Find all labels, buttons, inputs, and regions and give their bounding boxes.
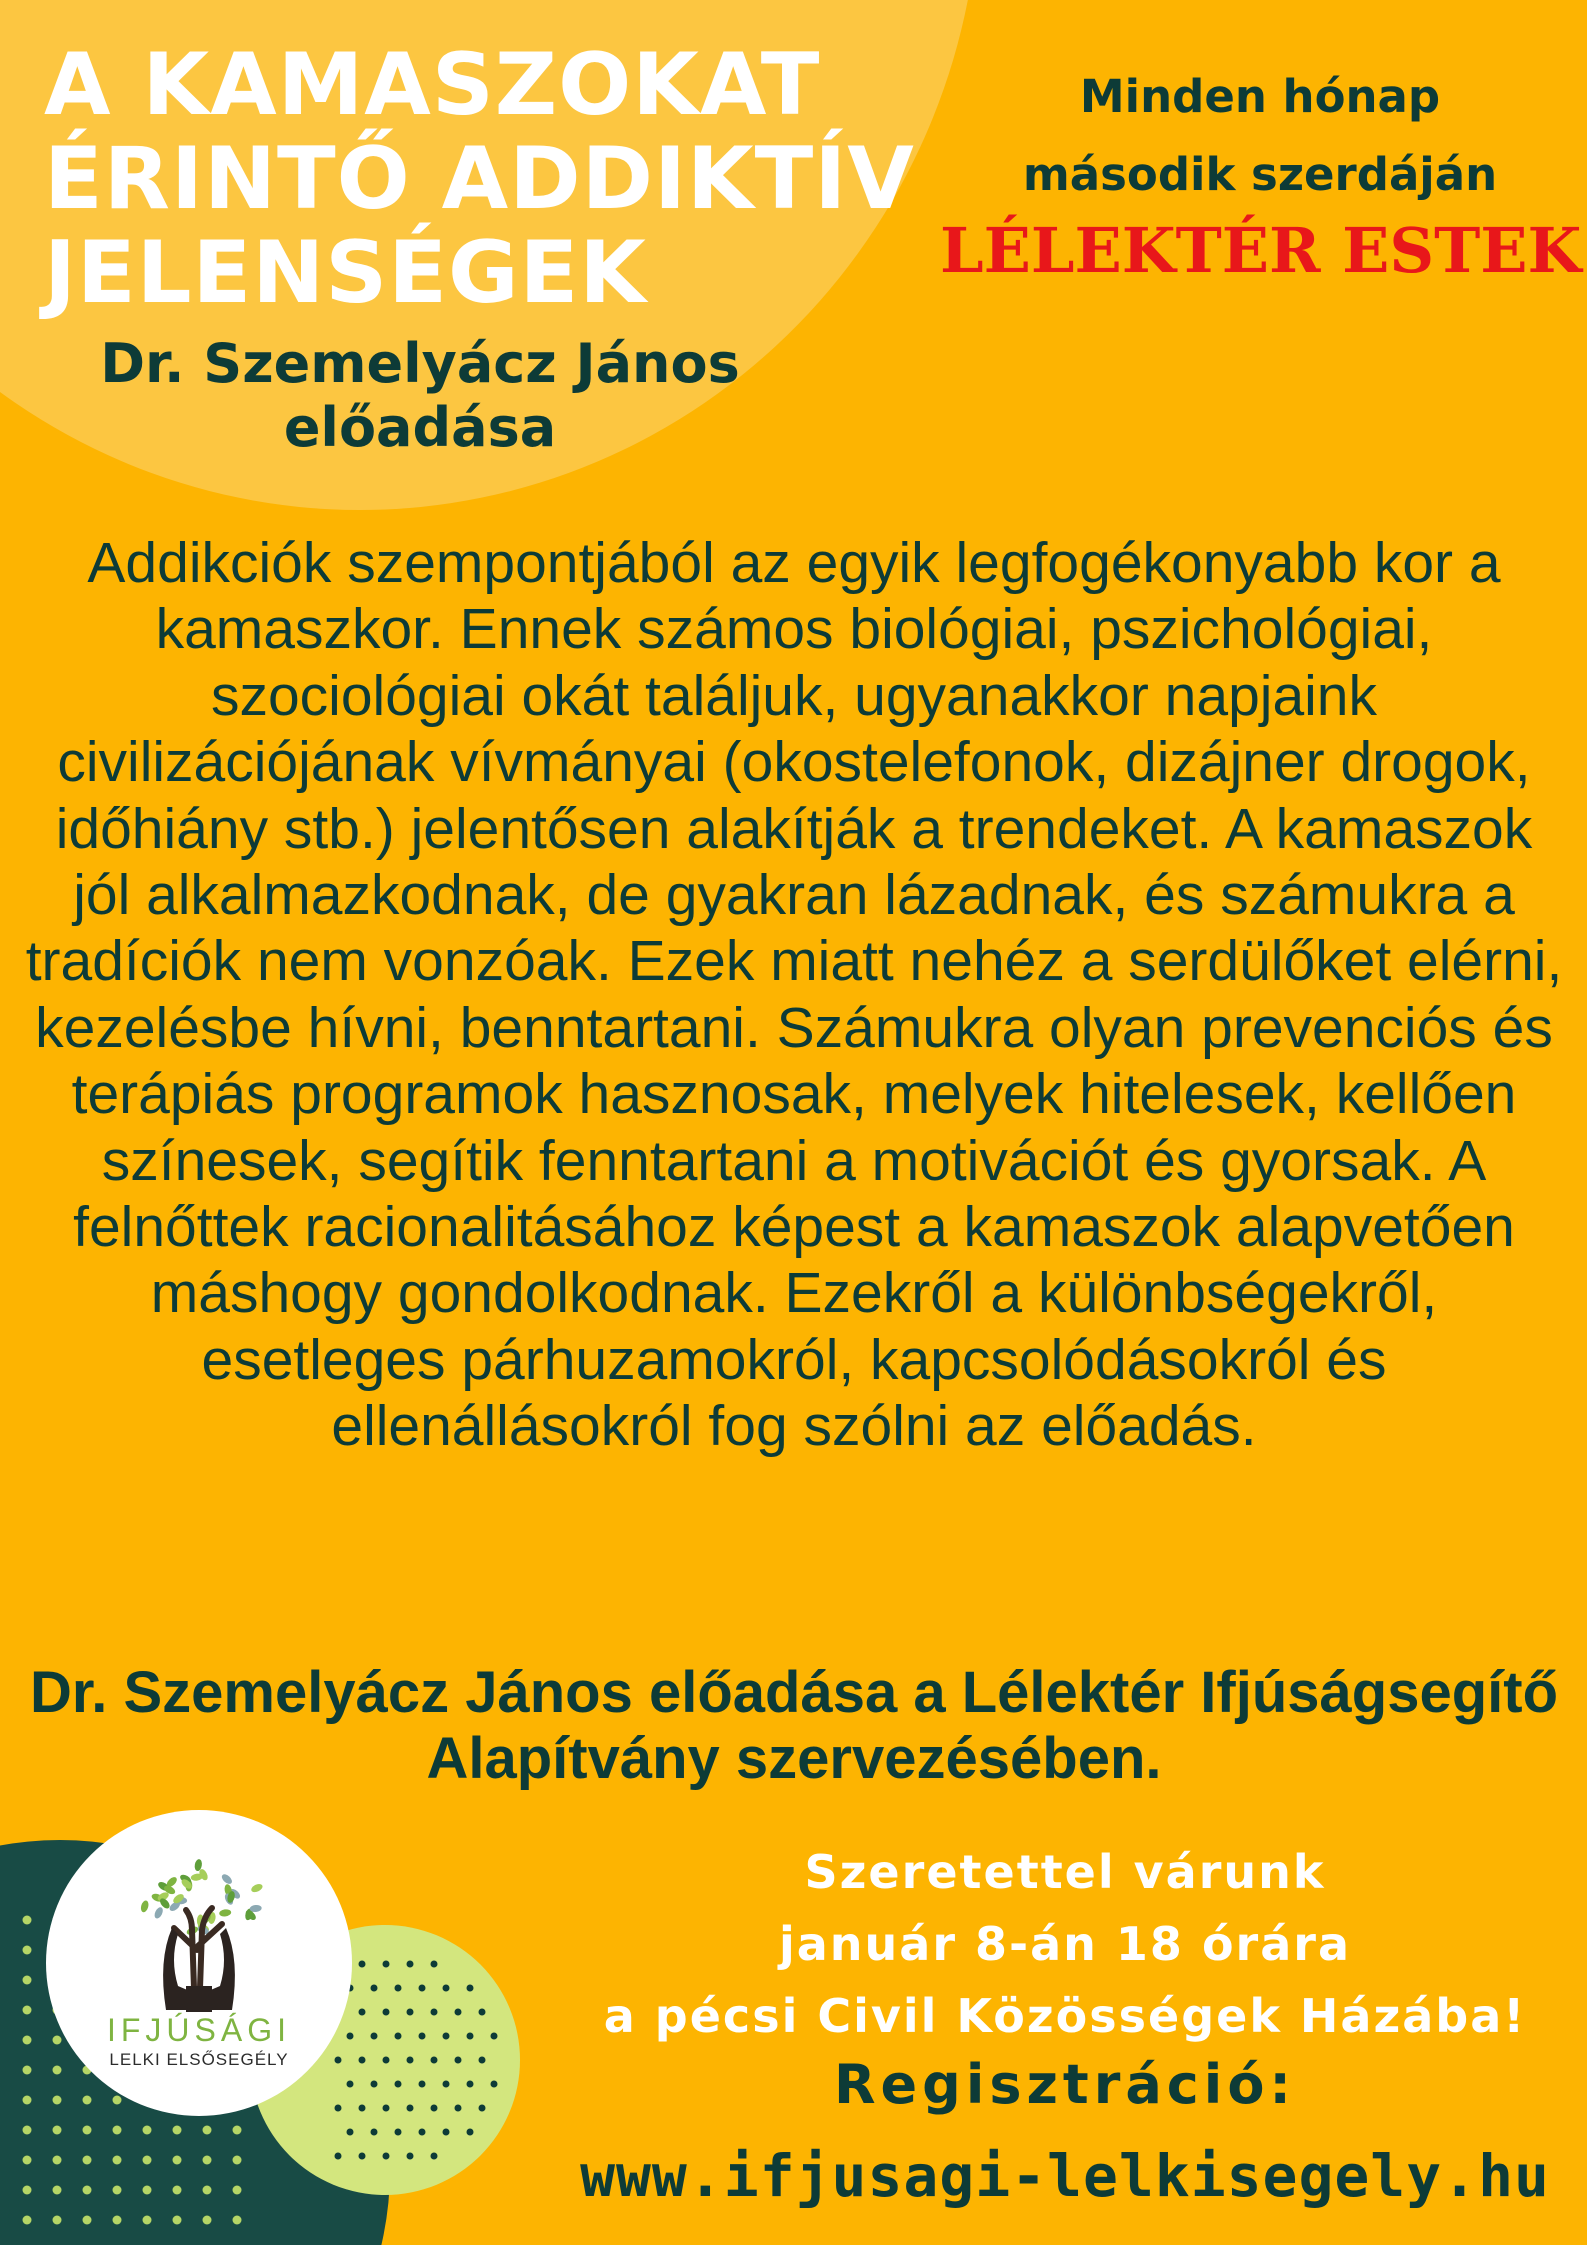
event-description: Addikciók szempontjából az egyik legfogékonyabb kor a kamaszkor. Ennek számos biológiai, pszichológiai, szociológiai okát találjuk, ugyanakkor napjaink civilizációjának vívmányai (okostelefonok, dizájner drogok, időhiány stb.) jelentősen alakítják a trendeket. A kamaszok jól alkalmazkodnak, de gyakran lázadnak, és számukra a tradíciók nem vonzóak. Ezek miatt nehéz a serdülőket elérni, kezelésbe hívni, benntartani. Számukra olyan prevenciós és terápiás programok hasznosak, melyek hitelesek, kellően színesek, segítik fenntartani a motivációt és gyorsak. A felnőttek racionalitásához képest a kamaszok alapvetően máshogy gondolkodnak. Ezekről a különbségekről, esetleges párhuzamokról, kapcsolódásokról és ellenállásokról fog szólni az előadás. <box>25 531 1563 1459</box>
decor-dot <box>203 2186 212 2195</box>
decor-dot <box>431 2105 438 2112</box>
decor-dot <box>335 2153 342 2160</box>
decor-dot <box>383 2009 390 2016</box>
tree-hands-icon <box>46 1810 352 2116</box>
decor-dot <box>359 2009 366 2016</box>
leaf-shape <box>140 1900 150 1913</box>
decor-dot <box>371 2033 378 2040</box>
decor-dot <box>479 2057 486 2064</box>
decor-dot <box>347 2129 354 2136</box>
decor-dot <box>383 1961 390 1968</box>
decor-dot <box>395 2033 402 2040</box>
decor-dot <box>395 1985 402 1992</box>
speaker-role: előadása <box>283 396 557 459</box>
decor-dot <box>83 2126 92 2135</box>
decor-dot <box>23 1946 32 1955</box>
decor-dot <box>395 2081 402 2088</box>
decor-dot <box>419 2081 426 2088</box>
decor-dot <box>407 2009 414 2016</box>
schedule-note <box>940 58 1580 214</box>
leaf-shape <box>219 1909 232 1918</box>
decor-dot <box>383 2153 390 2160</box>
decor-dot <box>455 2057 462 2064</box>
organizer-note: Dr. Szemelyácz János előadása a Lélektér Ifjúságsegítő Alapítvány szervezésében. <box>29 1660 1559 1791</box>
decor-dot <box>407 1961 414 1968</box>
invite-date: január 8-án 18 órára <box>778 1917 1352 1971</box>
decor-dot <box>53 2186 62 2195</box>
decor-dot <box>23 2066 32 2075</box>
decor-dot <box>491 2033 498 2040</box>
decor-dot <box>23 2006 32 2015</box>
decor-dot <box>431 2153 438 2160</box>
decor-dot <box>359 2153 366 2160</box>
decor-dot <box>113 2126 122 2135</box>
decor-dot <box>23 2096 32 2105</box>
decor-dot <box>83 2156 92 2165</box>
title-line-3: JELENSÉGEK <box>44 223 647 323</box>
poster-title <box>44 35 944 323</box>
decor-dot <box>113 2186 122 2195</box>
decor-dot <box>53 2156 62 2165</box>
logo-title: IFJÚSÁGI <box>106 2012 291 2048</box>
speaker-subtitle <box>30 332 810 460</box>
decor-dot <box>23 2036 32 2045</box>
decor-dot <box>431 2057 438 2064</box>
series-name: LÉLEKTÉR ESTEK <box>940 214 1582 287</box>
decor-dot <box>113 2156 122 2165</box>
schedule-line-1: Minden hónap <box>1079 70 1441 123</box>
decor-dot <box>173 2156 182 2165</box>
decor-dot <box>419 2033 426 2040</box>
decor-dot <box>143 2126 152 2135</box>
decor-dot <box>53 2126 62 2135</box>
decor-dot <box>491 2081 498 2088</box>
leaf-shape <box>220 1872 234 1885</box>
decor-dot <box>443 2081 450 2088</box>
decor-dot <box>203 2126 212 2135</box>
website-link[interactable]: www.ifjusagi-lelkisegely.hu <box>580 2142 1550 2210</box>
decor-dot <box>467 1985 474 1992</box>
decor-dot <box>443 2129 450 2136</box>
invite-line-1: Szeretettel várunk <box>804 1845 1326 1899</box>
leaf-shape <box>153 1906 165 1920</box>
invitation <box>560 1836 1570 2052</box>
decor-dot <box>359 2057 366 2064</box>
decor-dot <box>23 2156 32 2165</box>
decor-dot <box>419 1985 426 1992</box>
decor-dot <box>443 1985 450 1992</box>
decor-dot <box>431 2009 438 2016</box>
decor-dot <box>143 2216 152 2225</box>
title-line-1: A KAMASZOKAT <box>44 35 821 135</box>
decor-dot <box>371 2129 378 2136</box>
decor-dot <box>233 2126 242 2135</box>
leaf-shape <box>250 1882 264 1893</box>
decor-dot <box>383 2057 390 2064</box>
decor-dot <box>173 2216 182 2225</box>
decor-dot <box>23 2186 32 2195</box>
title-line-2: ÉRINTŐ ADDIKTÍV <box>44 129 915 229</box>
decor-dot <box>371 1985 378 1992</box>
decor-dot <box>173 2186 182 2195</box>
organization-logo <box>46 1810 352 2116</box>
decor-dot <box>479 2105 486 2112</box>
decor-dot <box>113 2216 122 2225</box>
decor-dot <box>407 2153 414 2160</box>
decor-dot <box>359 2105 366 2112</box>
decor-dot <box>467 2129 474 2136</box>
schedule-line-2: második szerdáján <box>1022 148 1498 201</box>
logo-subtitle: LELKI ELSŐSEGÉLY <box>109 2050 289 2069</box>
decor-dot <box>395 2129 402 2136</box>
decor-dot <box>143 2186 152 2195</box>
decor-dot <box>233 2216 242 2225</box>
decor-dot <box>479 2009 486 2016</box>
decor-dot <box>455 2105 462 2112</box>
decor-dot <box>83 2216 92 2225</box>
decor-dot <box>467 2033 474 2040</box>
decor-dot <box>371 2081 378 2088</box>
decor-dot <box>233 2186 242 2195</box>
decor-dot <box>383 2105 390 2112</box>
speaker-name: Dr. Szemelyácz János <box>100 332 740 395</box>
decor-dot <box>173 2126 182 2135</box>
decor-dot <box>83 2186 92 2195</box>
decor-dot <box>23 2126 32 2135</box>
decor-dot <box>23 2216 32 2225</box>
decor-dot <box>53 2216 62 2225</box>
decor-dot <box>467 2081 474 2088</box>
decor-dot <box>203 2156 212 2165</box>
registration-label: Regisztráció: <box>833 2053 1297 2116</box>
decor-dot <box>203 2216 212 2225</box>
decor-dot <box>419 2129 426 2136</box>
decor-dot <box>23 1976 32 1985</box>
decor-dot <box>23 1916 32 1925</box>
decor-dot <box>455 2009 462 2016</box>
decor-dot <box>233 2156 242 2165</box>
decor-dot <box>443 2033 450 2040</box>
decor-dot <box>143 2156 152 2165</box>
decor-dot <box>359 1961 366 1968</box>
decor-dot <box>407 2057 414 2064</box>
invite-venue: a pécsi Civil Közösségek Házába! <box>603 1989 1527 2043</box>
decor-dot <box>407 2105 414 2112</box>
decor-dot <box>431 1961 438 1968</box>
